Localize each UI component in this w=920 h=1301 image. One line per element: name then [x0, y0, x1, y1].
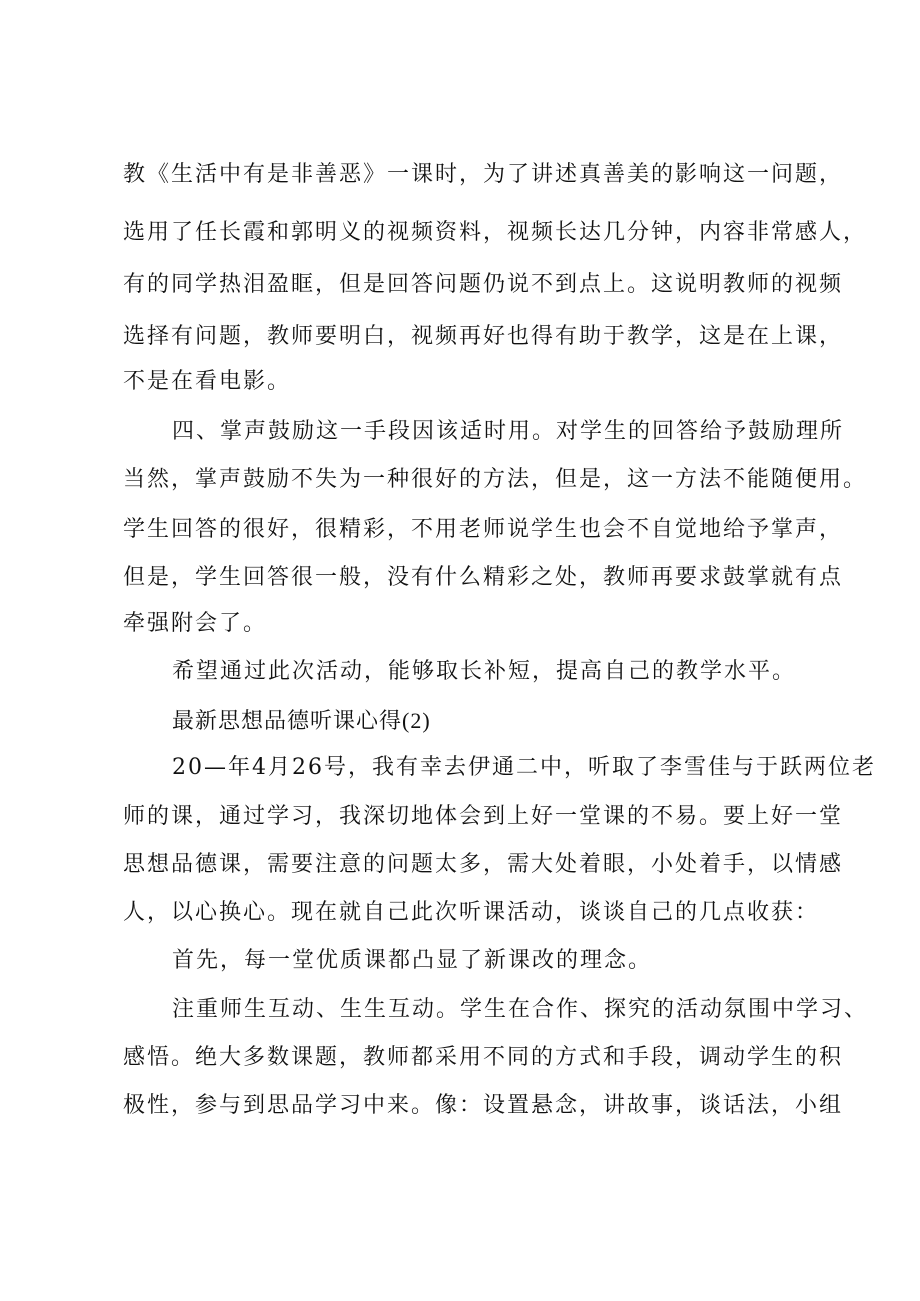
text-line-5: 不是在看电影。 — [123, 369, 292, 394]
text-line-13: 20—年4月26号，我有幸去伊通二中，听取了李雪佳与于跃两位老 — [172, 755, 876, 780]
section-heading: 最新思想品德听课心得(2) — [172, 708, 431, 733]
text-line-11: 希望通过此次活动，能够取长补短，提高自己的教学水平。 — [172, 659, 797, 684]
text-line-6: 四、掌声鼓励这一手段因该适时用。对学生的回答给予鼓励理所 — [172, 419, 845, 444]
text-line-2: 选用了任长霞和郭明义的视频资料，视频长达几分钟，内容非常感人， — [123, 220, 868, 245]
text-line-17: 首先，每一堂优质课都凸显了新课改的理念。 — [172, 948, 653, 973]
text-line-4: 选择有问题，教师要明白，视频再好也得有助于教学，这是在上课， — [123, 324, 844, 349]
text-line-19: 感悟。绝大多数课题，教师都采用不同的方式和手段，调动学生的积 — [123, 1045, 844, 1070]
text-line-14: 师的课，通过学习，我深切地体会到上好一堂课的不易。要上好一堂 — [123, 804, 844, 829]
text-line-15: 思想品德课，需要注意的问题太多，需大处着眼，小处着手，以情感 — [123, 852, 844, 877]
text-line-20: 极性，参与到思品学习中来。像：设置悬念，讲故事，谈话法，小组 — [123, 1093, 844, 1118]
text-line-3: 有的同学热泪盈眶，但是回答问题仍说不到点上。这说明教师的视频 — [123, 272, 844, 297]
text-line-10: 牵强附会了。 — [123, 611, 268, 636]
text-line-16: 人，以心换心。现在就自己此次听课活动，谈谈自己的几点收获： — [123, 900, 820, 925]
text-line-1: 教《生活中有是非善恶》一课时，为了讲述真善美的影响这一问题， — [123, 162, 844, 187]
text-line-9: 但是，学生回答很一般，没有什么精彩之处，教师再要求鼓掌就有点 — [123, 565, 844, 590]
text-line-7: 当然，掌声鼓励不失为一种很好的方法，但是，这一方法不能随便用。 — [123, 467, 868, 492]
text-line-8: 学生回答的很好，很精彩，不用老师说学生也会不自觉地给予掌声， — [123, 517, 844, 542]
text-line-18: 注重师生互动、生生互动。学生在合作、探究的活动氛围中学习、 — [172, 997, 869, 1022]
